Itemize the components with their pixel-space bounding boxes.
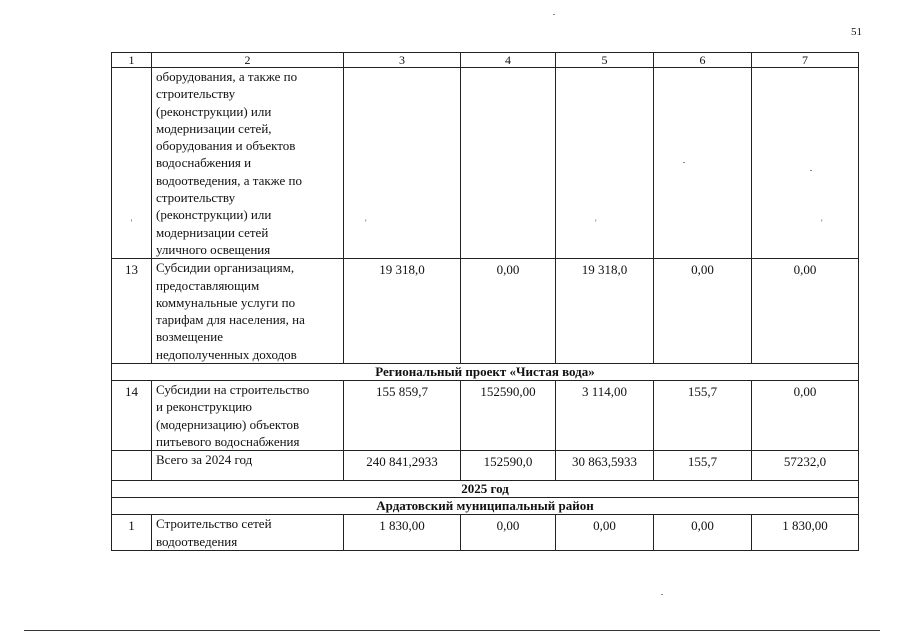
row-number-cell: [112, 451, 152, 481]
value-cell: 1 830,00: [344, 515, 461, 551]
col-header-5: 5: [556, 53, 654, 68]
value-cell: 152590,00: [461, 381, 556, 451]
value-cell: 0,00: [556, 515, 654, 551]
column-number-row: [112, 53, 859, 68]
name-line: Субсидии организациям,: [156, 260, 295, 276]
value-cell: ': [344, 68, 461, 259]
budget-table: [111, 52, 859, 551]
name-line: строительству: [156, 86, 236, 102]
name-line: модернизации сетей,: [156, 120, 272, 136]
value-cell: 155 859,7: [344, 381, 461, 451]
value-cell: 19 318,0: [556, 259, 654, 364]
row-number-cell: 14: [112, 381, 152, 451]
col-header-2: 2: [152, 53, 344, 68]
value-cell: 3 114,00: [556, 381, 654, 451]
value-cell: 240 841,2933: [344, 451, 461, 481]
value-cell: 1 830,00: [752, 515, 859, 551]
value-cell: 57232,0: [752, 451, 859, 481]
name-line: оборудования и объектов: [156, 138, 296, 154]
value-cell: 0,00: [654, 259, 752, 364]
name-line: водоотведения, а также по: [156, 172, 302, 188]
name-line: питьевого водоснабжения: [156, 433, 300, 449]
name-line: предоставляющим: [156, 277, 260, 293]
value-cell: 0,00: [461, 515, 556, 551]
section-row-district: [112, 498, 859, 515]
name-line: Строительство сетей: [156, 516, 272, 532]
name-line: (реконструкции) или: [156, 103, 272, 119]
name-line: (модернизацию) объектов: [156, 416, 300, 432]
name-line: (реконструкции) или: [156, 207, 272, 223]
value-cell: 0,00: [752, 381, 859, 451]
name-line: и реконструкцию: [156, 399, 252, 415]
value-cell: 30 863,5933: [556, 451, 654, 481]
row-number-cell: ': [112, 68, 152, 259]
section-title: 2025 год: [112, 481, 859, 498]
name-line: модернизации сетей: [156, 224, 269, 240]
section-title: Ардатовский муниципальный район: [112, 498, 859, 515]
name-line: строительству: [156, 190, 236, 206]
row-number-cell: 1: [112, 515, 152, 551]
value-cell: [461, 68, 556, 259]
name-line: возмещение: [156, 329, 223, 345]
item-name-cell: [152, 515, 344, 551]
value-cell: 155,7: [654, 381, 752, 451]
table-row-1: [112, 515, 859, 551]
value-cell: 152590,0: [461, 451, 556, 481]
table-row-13: [112, 259, 859, 364]
scan-speck: [661, 594, 663, 595]
item-name-cell: [152, 381, 344, 451]
total-row: [112, 451, 859, 481]
row-number-cell: 13: [112, 259, 152, 364]
item-name-cell: [152, 68, 344, 259]
item-name-cell: [152, 259, 344, 364]
value-cell: ': [752, 68, 859, 259]
value-cell: ': [556, 68, 654, 259]
total-label: Всего за 2024 год: [152, 451, 344, 481]
value-cell: 0,00: [461, 259, 556, 364]
section-row-regional-project: [112, 364, 859, 381]
col-header-3: 3: [344, 53, 461, 68]
name-line: водоотведения: [156, 533, 238, 549]
value-cell: 0,00: [752, 259, 859, 364]
section-row-year: [112, 481, 859, 498]
name-line: Субсидии на строительство: [156, 382, 310, 398]
section-title: Региональный проект «Чистая вода»: [112, 364, 859, 381]
name-line: тарифам для населения, на: [156, 312, 305, 328]
col-header-1: 1: [112, 53, 152, 68]
value-cell: 155,7: [654, 451, 752, 481]
scan-speck: [683, 162, 685, 163]
value-cell: 19 318,0: [344, 259, 461, 364]
table-row-continued: [112, 68, 859, 259]
table-row-14: [112, 381, 859, 451]
name-line: водоснабжения и: [156, 155, 252, 171]
name-line: коммунальные услуги по: [156, 294, 296, 310]
col-header-7: 7: [752, 53, 859, 68]
col-header-4: 4: [461, 53, 556, 68]
name-line: оборудования, а также по: [156, 69, 298, 84]
scan-speck: [810, 170, 812, 171]
name-line: недополученных доходов: [156, 346, 297, 362]
page-bottom-edge: [24, 630, 880, 631]
value-cell: [654, 68, 752, 259]
col-header-6: 6: [654, 53, 752, 68]
page-number: 51: [851, 26, 862, 38]
scan-speck: [553, 14, 555, 15]
value-cell: 0,00: [654, 515, 752, 551]
name-line: уличного освещения: [156, 241, 271, 257]
